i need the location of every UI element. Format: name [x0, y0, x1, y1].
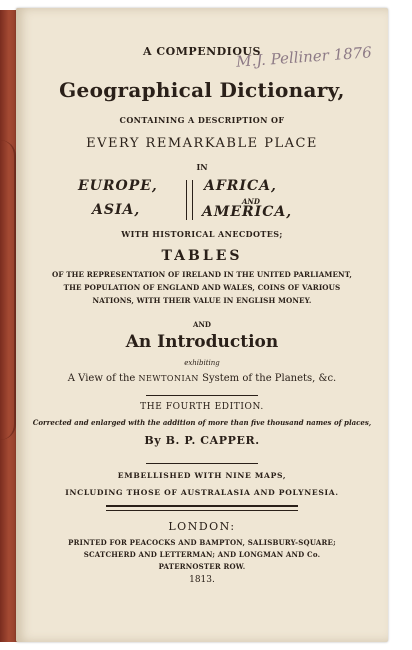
corrected-line: Corrected and enlarged with the addition of more than five thousand names of places, [32, 418, 372, 427]
title-page [16, 8, 388, 642]
maps-line-2: INCLUDING THOSE OF AUSTRALASIA AND POLYNESIA. [65, 488, 339, 497]
view-prefix: A View of the [67, 373, 139, 384]
tables-heading: TABLES [161, 248, 243, 264]
handwritten-signature: M.J. Pelliner 1876 [235, 43, 373, 71]
every-place-line: EVERY REMARKABLE PLACE [86, 136, 318, 151]
rule-above-maps [146, 463, 258, 464]
author-line: By B. P. CAPPER. [144, 434, 260, 447]
maps-line-1: EMBELLISHED WITH NINE MAPS, [117, 471, 287, 480]
in-line: IN [196, 162, 208, 172]
printer-line-1: PRINTED FOR PEACOCKS AND BAMPTON, SALISBURY-SQUARE; [68, 538, 336, 547]
view-line [16, 373, 388, 384]
title-page-text [16, 8, 388, 642]
africa-label: AFRICA, [204, 178, 277, 194]
double-vertical-rule [186, 180, 193, 220]
london-line: LONDON: [168, 520, 236, 533]
continents-block [16, 176, 388, 224]
view-newtonian: NEWTONIAN [138, 374, 199, 383]
introduction-heading: An Introduction [125, 332, 279, 352]
containing-line: CONTAINING A DESCRIPTION OF [119, 115, 285, 125]
publication-year: 1813. [189, 575, 215, 585]
cover-tooling [0, 140, 16, 440]
book-title: Geographical Dictionary, [59, 78, 345, 102]
double-rule [106, 505, 298, 511]
america-label: AMERICA, [202, 204, 293, 220]
edition-line: THE FOURTH EDITION. [140, 402, 264, 412]
tables-line-2: THE POPULATION OF ENGLAND AND WALES, COINS OF VARIOUS [63, 283, 341, 292]
view-suffix: System of the Planets, &c. [198, 373, 337, 384]
tables-line-3: NATIONS, WITH THEIR VALUE IN ENGLISH MONEY. [92, 296, 312, 305]
exhibiting-line: exhibiting [184, 359, 220, 367]
rule-above-edition [146, 395, 258, 396]
printer-line-2: SCATCHERD AND LETTERMAN; AND LONGMAN AND Co. [83, 550, 321, 559]
and-line: AND [193, 320, 211, 329]
asia-label: ASIA, [92, 202, 141, 218]
tables-line-1: OF THE REPRESENTATION OF IRELAND IN THE UNITED PARLIAMENT, [52, 270, 352, 279]
anecdotes-line: WITH HISTORICAL ANECDOTES; [121, 229, 283, 239]
europe-label: EUROPE, [78, 178, 158, 194]
and-small-label: AND [242, 197, 260, 206]
printer-line-3: PATERNOSTER ROW. [158, 562, 246, 571]
compendious-line: A COMPENDIOUS [143, 45, 261, 58]
